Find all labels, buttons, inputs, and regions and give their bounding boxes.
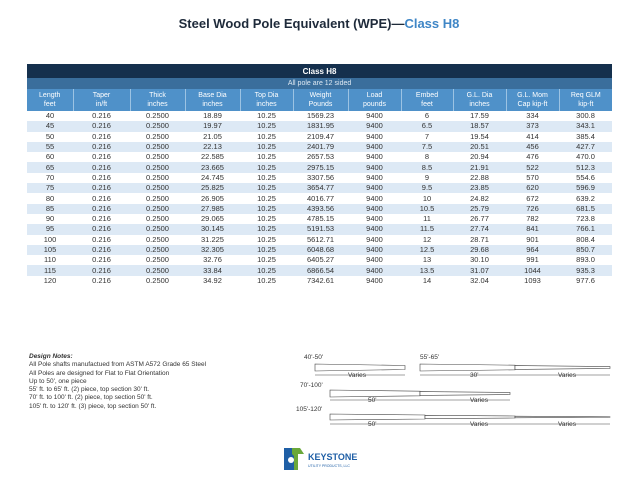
column-header-line1: G.L. Mom (517, 92, 548, 99)
table-cell: 12.5 (401, 245, 453, 255)
table-cell: 9400 (348, 224, 401, 234)
table-cell: 0.216 (73, 111, 130, 121)
table-cell: 22.585 (185, 152, 240, 162)
table-cell: 456 (506, 142, 559, 152)
table-row (27, 183, 612, 193)
table-cell: 343.1 (559, 121, 612, 131)
table-cell: 29.68 (453, 245, 506, 255)
column-header-line1: Embed (415, 92, 439, 99)
table-cell: 10.25 (240, 255, 293, 265)
table-cell: 808.4 (559, 235, 612, 245)
table-cell: 0.2500 (130, 255, 185, 265)
logo-subtitle: UTILITY PRODUCTS, LLC (308, 464, 350, 468)
table-cell: 427.7 (559, 142, 612, 152)
table-cell: 30.145 (185, 224, 240, 234)
pole-one-piece-shape (315, 364, 405, 371)
table-cell: 23.665 (185, 162, 240, 172)
table-cell: 18.57 (453, 121, 506, 131)
table-row (27, 193, 612, 203)
table-cell: 10.25 (240, 183, 293, 193)
table-cell: 110 (27, 255, 73, 265)
column-header-line2: in/ft (95, 101, 108, 108)
table-cell: 9400 (348, 265, 401, 275)
column-header-line1: Base Dia (198, 92, 227, 99)
table-cell: 476 (506, 152, 559, 162)
table-cell: 10.25 (240, 214, 293, 224)
column-header-line1: Weight (309, 92, 332, 99)
table-cell: 0.216 (73, 204, 130, 214)
table-row (27, 214, 612, 224)
table-cell: 0.2500 (130, 152, 185, 162)
table-cell: 8.5 (401, 162, 453, 172)
table-cell: 9400 (348, 245, 401, 255)
table-cell: 0.216 (73, 224, 130, 234)
table-cell: 9400 (348, 214, 401, 224)
column-header-line2: Pounds (308, 101, 333, 108)
table-cell: 2401.79 (293, 142, 348, 152)
table-cell: 10.25 (240, 276, 293, 286)
table-cell: 9400 (348, 183, 401, 193)
design-note: 70' ft. to 100' ft. (2) piece, top section 50' ft. (29, 394, 153, 402)
keystone-logo (282, 444, 382, 474)
pole-section-diagram (290, 352, 620, 432)
design-note: Up to 50', one piece (29, 377, 87, 385)
table-cell: 33.84 (185, 265, 240, 275)
table-cell: 901 (506, 235, 559, 245)
table-row (27, 276, 612, 286)
table-cell: 105 (27, 245, 73, 255)
table-note-band: All pole are 12 sided (27, 78, 612, 89)
table-cell: 554.6 (559, 173, 612, 183)
table-cell: 0.2500 (130, 276, 185, 286)
table-cell: 13 (401, 255, 453, 265)
table-cell: 10.25 (240, 193, 293, 203)
dim-varies-4: Varies (470, 421, 488, 428)
range-label-105-120: 105'-120' (296, 406, 323, 413)
keystone-logo-icon (284, 448, 304, 470)
table-cell: 20.94 (453, 152, 506, 162)
table-cell: 0.2500 (130, 142, 185, 152)
table-cell: 10.25 (240, 121, 293, 131)
table-cell: 8 (401, 152, 453, 162)
table-cell: 10.25 (240, 265, 293, 275)
column-header-line1: Load (366, 92, 383, 99)
table-cell: 31.07 (453, 265, 506, 275)
table-cell: 11.5 (401, 224, 453, 234)
dim-varies-3: Varies (470, 397, 488, 404)
table-cell: 3307.56 (293, 173, 348, 183)
table-cell: 0.2500 (130, 224, 185, 234)
table-cell: 9400 (348, 152, 401, 162)
design-notes (29, 353, 269, 411)
table-cell: 373 (506, 121, 559, 131)
column-header-line1: Top Dia (254, 92, 279, 99)
table-cell: 9400 (348, 204, 401, 214)
table-class-band: Class H8 (27, 64, 612, 78)
column-header (293, 89, 348, 111)
table-row (27, 121, 612, 131)
table-cell: 4016.77 (293, 193, 348, 203)
column-header-row (27, 89, 612, 111)
table-cell: 964 (506, 245, 559, 255)
table-cell: 782 (506, 214, 559, 224)
table-cell: 40 (27, 111, 73, 121)
table-cell: 3654.77 (293, 183, 348, 193)
table-cell: 9400 (348, 132, 401, 142)
table-cell: 0.2500 (130, 245, 185, 255)
table-cell: 9400 (348, 173, 401, 183)
table-cell: 672 (506, 193, 559, 203)
table-cell: 10.25 (240, 111, 293, 121)
table-row (27, 204, 612, 214)
table-cell: 10.25 (240, 245, 293, 255)
table-cell: 9400 (348, 162, 401, 172)
table-cell: 25.825 (185, 183, 240, 193)
table-cell: 0.2500 (130, 121, 185, 131)
table-cell: 0.216 (73, 132, 130, 142)
spec-table (27, 64, 612, 286)
table-cell: 120 (27, 276, 73, 286)
table-cell: 841 (506, 224, 559, 234)
table-cell: 29.065 (185, 214, 240, 224)
table-cell: 9400 (348, 276, 401, 286)
table-cell: 414 (506, 132, 559, 142)
table-cell: 0.2500 (130, 214, 185, 224)
column-header-line1: Length (39, 92, 61, 99)
table-cell: 681.5 (559, 204, 612, 214)
column-header-line2: inches (147, 101, 168, 108)
table-cell: 75 (27, 183, 73, 193)
table-cell: 0.2500 (130, 132, 185, 142)
table-cell: 17.59 (453, 111, 506, 121)
design-note: All Pole shafts manufactued from ASTM A572 Grade 65 Steel (29, 361, 207, 369)
table-row (27, 173, 612, 183)
dim-varies-5: Varies (558, 421, 576, 428)
table-cell: 2109.47 (293, 132, 348, 142)
table-cell: 1831.95 (293, 121, 348, 131)
table-cell: 6048.68 (293, 245, 348, 255)
table-cell: 1569.23 (293, 111, 348, 121)
table-row (27, 152, 612, 162)
table-cell: 0.216 (73, 162, 130, 172)
range-label-40-50: 40'-50' (304, 354, 324, 361)
table-cell: 30.10 (453, 255, 506, 265)
table-cell: 19.54 (453, 132, 506, 142)
table-cell: 70 (27, 173, 73, 183)
column-header-line1: Thick (149, 92, 166, 99)
page-title (0, 16, 638, 31)
table-cell: 620 (506, 183, 559, 193)
table-cell: 10.25 (240, 173, 293, 183)
design-note: All Poles are designed for Flat to Flat Orientation (29, 369, 170, 377)
table-cell: 4785.15 (293, 214, 348, 224)
table-cell: 6 (401, 111, 453, 121)
table-cell: 639.2 (559, 193, 612, 203)
table-cell: 5612.71 (293, 235, 348, 245)
table-cell: 0.2500 (130, 111, 185, 121)
dim-50-a: 50' (368, 397, 377, 404)
table-cell: 9 (401, 173, 453, 183)
table-cell: 18.89 (185, 111, 240, 121)
table-cell: 50 (27, 132, 73, 142)
table-cell: 13.5 (401, 265, 453, 275)
table-cell: 385.4 (559, 132, 612, 142)
table-cell: 90 (27, 214, 73, 224)
table-cell: 9.5 (401, 183, 453, 193)
table-row (27, 132, 612, 142)
table-cell: 19.97 (185, 121, 240, 131)
table-cell: 7.5 (401, 142, 453, 152)
table-cell: 22.13 (185, 142, 240, 152)
column-header-line2: pounds (363, 101, 386, 108)
table-row (27, 162, 612, 172)
table-cell: 11 (401, 214, 453, 224)
dim-varies-1: Varies (348, 372, 366, 379)
table-cell: 95 (27, 224, 73, 234)
column-header (27, 89, 73, 111)
table-cell: 0.216 (73, 255, 130, 265)
table-cell: 0.2500 (130, 173, 185, 183)
table-cell: 9400 (348, 255, 401, 265)
table-cell: 85 (27, 204, 73, 214)
table-cell: 6.5 (401, 121, 453, 131)
column-header-line2: feet (421, 101, 433, 108)
table-row (27, 235, 612, 245)
table-cell: 10.25 (240, 152, 293, 162)
logo-name: KEYSTONE (308, 452, 358, 462)
table-cell: 25.79 (453, 204, 506, 214)
table-cell: 300.8 (559, 111, 612, 121)
table-cell: 10.5 (401, 204, 453, 214)
table-cell: 100 (27, 235, 73, 245)
title-main: Steel Wood Pole Equivalent (WPE)— (178, 16, 405, 31)
column-header (348, 89, 401, 111)
table-cell: 32.76 (185, 255, 240, 265)
dim-50-b: 50' (368, 421, 377, 428)
table-cell: 14 (401, 276, 453, 286)
table-cell: 0.2500 (130, 204, 185, 214)
column-header (506, 89, 559, 111)
column-header (559, 89, 612, 111)
table-cell: 20.51 (453, 142, 506, 152)
column-header (73, 89, 130, 111)
column-header-line2: kip-ft (578, 101, 594, 108)
column-header (185, 89, 240, 111)
table-row (27, 255, 612, 265)
table-cell: 60 (27, 152, 73, 162)
table-cell: 522 (506, 162, 559, 172)
table-cell: 6405.27 (293, 255, 348, 265)
table-cell: 2657.53 (293, 152, 348, 162)
table-cell: 26.77 (453, 214, 506, 224)
table-cell: 0.216 (73, 142, 130, 152)
table-cell: 5191.53 (293, 224, 348, 234)
table-cell: 0.216 (73, 152, 130, 162)
table-cell: 0.2500 (130, 235, 185, 245)
table-cell: 55 (27, 142, 73, 152)
table-cell: 32.04 (453, 276, 506, 286)
table-cell: 935.3 (559, 265, 612, 275)
column-header-line1: G.L. Dia (466, 92, 493, 99)
table-cell: 34.92 (185, 276, 240, 286)
table-cell: 977.6 (559, 276, 612, 286)
table-cell: 334 (506, 111, 559, 121)
table-cell: 10.25 (240, 224, 293, 234)
table-cell: 27.74 (453, 224, 506, 234)
table-cell: 0.216 (73, 214, 130, 224)
table-cell: 723.8 (559, 214, 612, 224)
table-row (27, 265, 612, 275)
table-cell: 0.216 (73, 183, 130, 193)
column-header-line2: inches (256, 101, 277, 108)
dim-30: 30' (470, 372, 479, 379)
table-cell: 10.25 (240, 235, 293, 245)
table-cell: 4393.56 (293, 204, 348, 214)
table-cell: 65 (27, 162, 73, 172)
table-cell: 10.25 (240, 132, 293, 142)
design-note: 55' ft. to 65' ft. (2) piece, top section 30' ft. (29, 386, 150, 394)
table-cell: 0.2500 (130, 193, 185, 203)
column-header (240, 89, 293, 111)
table-cell: 766.1 (559, 224, 612, 234)
table-cell: 1044 (506, 265, 559, 275)
table-cell: 0.216 (73, 245, 130, 255)
column-header-line2: inches (202, 101, 223, 108)
table-cell: 6866.54 (293, 265, 348, 275)
table-cell: 0.216 (73, 173, 130, 183)
table-cell: 850.7 (559, 245, 612, 255)
table-cell: 9400 (348, 121, 401, 131)
table-cell: 45 (27, 121, 73, 131)
table-cell: 21.91 (453, 162, 506, 172)
column-header (401, 89, 453, 111)
column-header-line2: feet (43, 101, 56, 108)
table-cell: 7 (401, 132, 453, 142)
table-cell: 10.25 (240, 142, 293, 152)
range-label-55-65: 55'-65' (420, 354, 440, 361)
column-header-line2: inches (469, 101, 490, 108)
table-cell: 1093 (506, 276, 559, 286)
table-cell: 24.745 (185, 173, 240, 183)
table-cell: 24.82 (453, 193, 506, 203)
design-note: 105' ft. to 120' ft. (3) piece, top section 50' ft. (29, 402, 157, 410)
table-cell: 2975.15 (293, 162, 348, 172)
table-cell: 80 (27, 193, 73, 203)
table-cell: 115 (27, 265, 73, 275)
table-cell: 0.2500 (130, 265, 185, 275)
table-cell: 0.216 (73, 265, 130, 275)
column-header-line1: Req GLM (570, 92, 601, 99)
table-cell: 21.05 (185, 132, 240, 142)
column-header (453, 89, 506, 111)
pole-three-piece-shape (330, 414, 610, 420)
table-cell: 10.25 (240, 204, 293, 214)
table-cell: 0.2500 (130, 162, 185, 172)
range-label-70-100: 70'-100' (300, 382, 323, 389)
table-cell: 10 (401, 193, 453, 203)
table-row (27, 111, 612, 121)
table-cell: 0.216 (73, 121, 130, 131)
table-cell: 32.305 (185, 245, 240, 255)
table-cell: 726 (506, 204, 559, 214)
table-cell: 0.216 (73, 235, 130, 245)
column-header-line2: Cap kip-ft (517, 101, 548, 108)
table-cell: 991 (506, 255, 559, 265)
table-cell: 12 (401, 235, 453, 245)
table-body (27, 111, 612, 286)
table-row (27, 224, 612, 234)
table-cell: 22.88 (453, 173, 506, 183)
title-class: Class H8 (404, 16, 460, 31)
table-cell: 7342.61 (293, 276, 348, 286)
table-cell: 0.2500 (130, 183, 185, 193)
table-cell: 893.0 (559, 255, 612, 265)
pole-two-piece-shape (420, 364, 610, 371)
table-cell: 596.9 (559, 183, 612, 193)
table-cell: 9400 (348, 111, 401, 121)
table-cell: 470.0 (559, 152, 612, 162)
table-cell: 9400 (348, 235, 401, 245)
table-row (27, 245, 612, 255)
column-header-line1: Taper (92, 92, 111, 99)
table-cell: 9400 (348, 193, 401, 203)
table-cell: 9400 (348, 142, 401, 152)
table-cell: 23.85 (453, 183, 506, 193)
pole-two-piece-long-shape (330, 390, 510, 397)
table-cell: 0.216 (73, 276, 130, 286)
table-cell: 512.3 (559, 162, 612, 172)
table-row (27, 142, 612, 152)
design-notes-title: Design Notes: (29, 353, 73, 360)
table-cell: 31.225 (185, 235, 240, 245)
table-cell: 27.985 (185, 204, 240, 214)
column-header (130, 89, 185, 111)
table-cell: 28.71 (453, 235, 506, 245)
table-cell: 10.25 (240, 162, 293, 172)
table-cell: 26.905 (185, 193, 240, 203)
dim-varies-2: Varies (558, 372, 576, 379)
table-cell: 570 (506, 173, 559, 183)
table-cell: 0.216 (73, 193, 130, 203)
